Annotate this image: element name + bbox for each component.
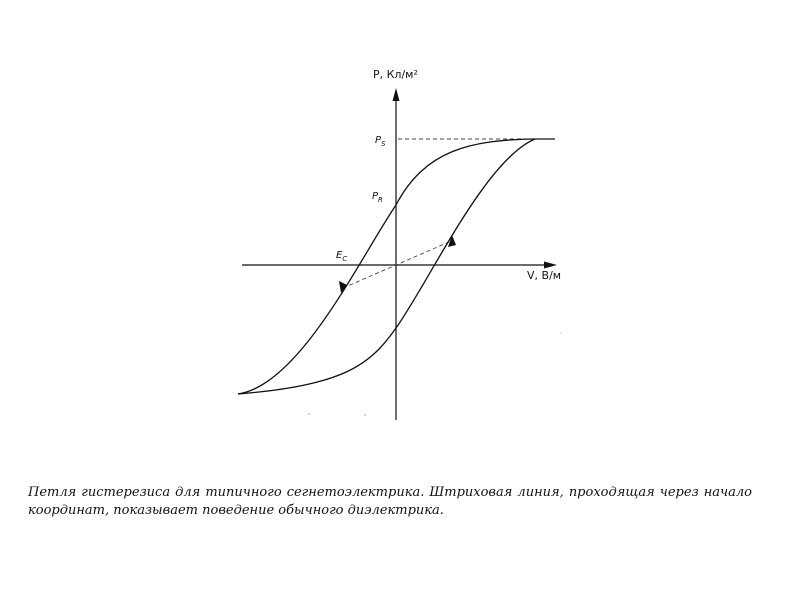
figure-caption: Петля гистерезиса для типичного сегнетоэлектрика. Штриховая линия, проходящая через начало координат, показывает поведение обычного диэлектрика. xyxy=(28,485,752,518)
scan-speck xyxy=(308,413,309,414)
x-axis-label: V, В/м xyxy=(527,269,562,282)
ps-label: $P_S$ xyxy=(375,135,386,148)
y-axis-label: P, Кл/м² xyxy=(373,68,418,81)
x-axis-arrow xyxy=(544,262,557,269)
lower-branch-curve xyxy=(238,139,535,394)
scan-speck xyxy=(561,333,562,334)
ec-label: $E_C$ xyxy=(336,250,348,263)
scan-speck xyxy=(364,414,365,415)
y-axis-arrow xyxy=(393,88,400,101)
pr-label: $P_R$ xyxy=(372,191,383,204)
